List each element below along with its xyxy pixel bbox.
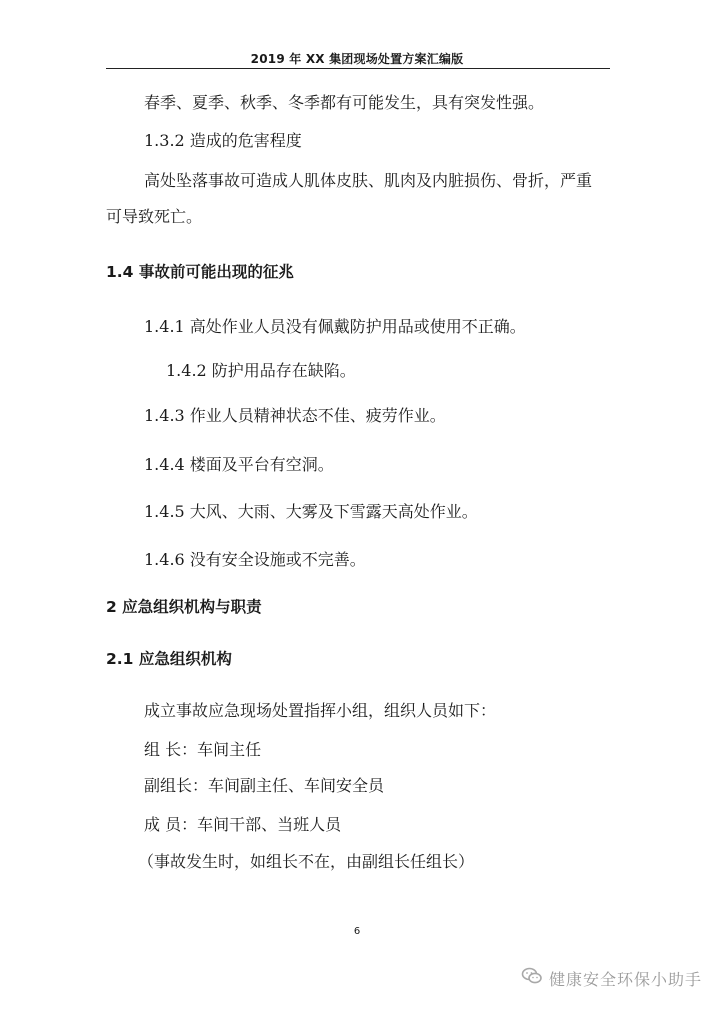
member-deputy: 副组长：车间副主任、车间安全员 <box>144 776 385 795</box>
list-item: 1.4.2 防护用品存在缺陷。 <box>166 361 356 380</box>
list-item: 1.4.4 楼面及平台有空洞。 <box>144 455 334 474</box>
subheading-1-3-2: 1.3.2 造成的危害程度 <box>144 131 302 150</box>
section-heading-1-4: 1.4 事故前可能出现的征兆 <box>106 263 294 281</box>
list-item: 1.4.6 没有安全设施或不完善。 <box>144 550 366 569</box>
list-item: 1.4.5 大风、大雨、大雾及下雪露天高处作业。 <box>144 502 478 521</box>
paragraph-line: 成立事故应急现场处置指挥小组，组织人员如下： <box>144 701 497 720</box>
member-staff: 成 员：车间干部、当班人员 <box>144 815 342 834</box>
paragraph-line: 高处坠落事故可造成人肌体皮肤、肌肉及内脏损伤、骨折，严重 <box>144 171 593 190</box>
paragraph-line: 春季、夏季、秋季、冬季都有可能发生，具有突发性强。 <box>144 93 545 112</box>
list-item: 1.4.1 高处作业人员没有佩戴防护用品或使用不正确。 <box>144 317 526 336</box>
section-heading-2: 2 应急组织机构与职责 <box>106 598 262 616</box>
watermark <box>521 966 702 990</box>
watermark-text: 健康安全环保小助手 <box>548 969 702 989</box>
header-rule <box>106 68 610 69</box>
page-number: 6 <box>353 926 361 937</box>
member-leader: 组 长：车间主任 <box>144 740 262 759</box>
list-item: 1.4.3 作业人员精神状态不佳、疲劳作业。 <box>144 406 446 425</box>
wechat-icon <box>521 966 543 990</box>
paragraph-note: （事故发生时，如组长不在，由副组长任组长） <box>138 852 475 871</box>
paragraph-line: 可导致死亡。 <box>106 207 203 226</box>
section-heading-2-1: 2.1 应急组织机构 <box>106 650 232 668</box>
page-header-title: 2019 年 XX 集团现场处置方案汇编版 <box>250 52 464 66</box>
